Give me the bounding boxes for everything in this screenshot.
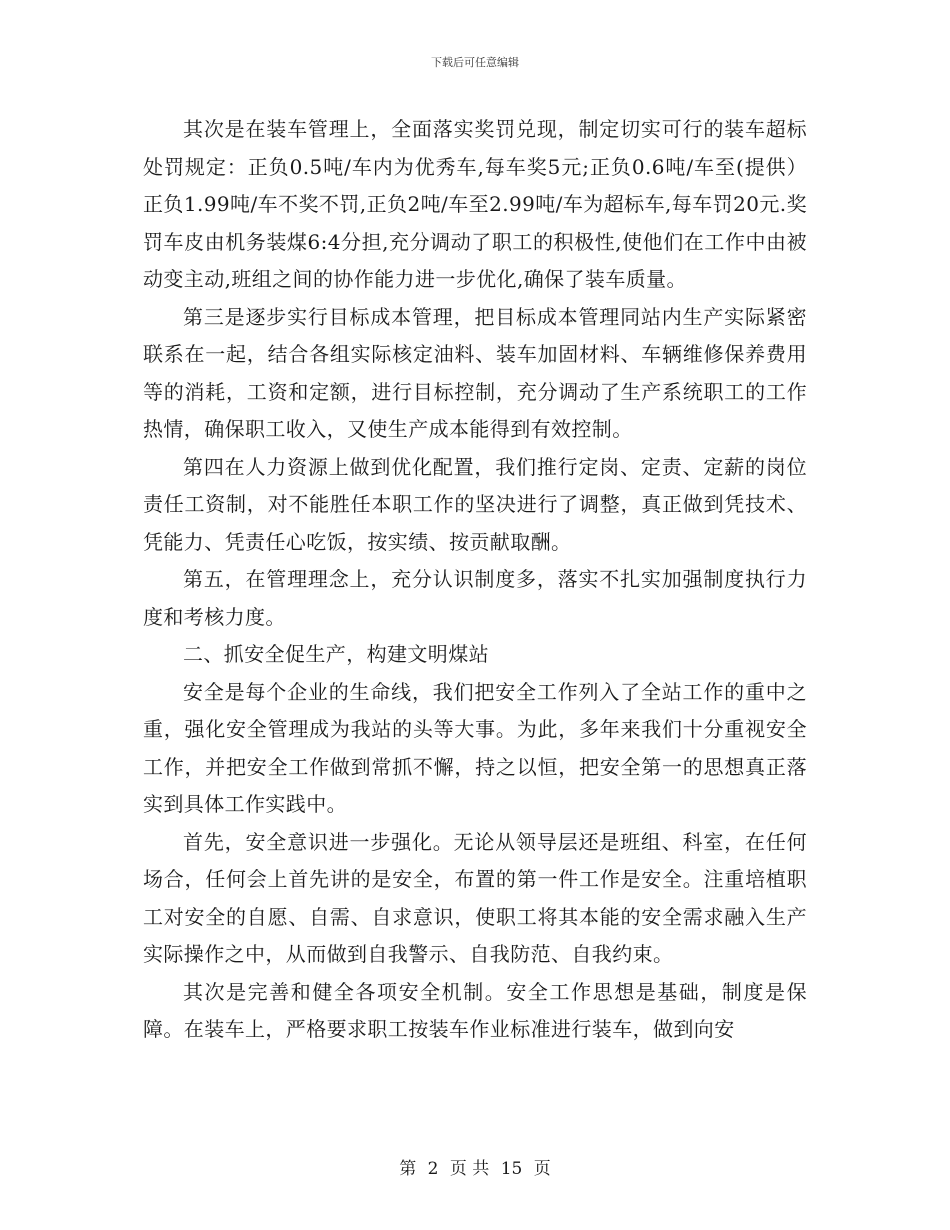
paragraph-safety-mechanism: 其次是完善和健全各项安全机制。安全工作思想是基础，制度是保障。在装车上，严格要求职工按装车作业标准进行装车，做到向安 <box>143 979 807 1041</box>
footer-suffix: 页 <box>533 1159 551 1179</box>
page-number-footer <box>0 1154 950 1179</box>
footer-current-page: 2 <box>427 1159 439 1179</box>
footer-mid: 页 共 <box>449 1159 490 1179</box>
paragraph-safety-lifeline: 安全是每个企业的生命线，我们把安全工作列入了全站工作的重中之重，强化安全管理成为我站的头等大事。为此，多年来我们十分重视安全工作，并把安全工作做到常抓不懈，持之以恒，把安全第一的思想真正落实到具体工作实践中。 <box>143 679 807 816</box>
footer-total-pages: 15 <box>500 1159 523 1179</box>
paragraph-safety-awareness: 首先，安全意识进一步强化。无论从领导层还是班组、科室，在任何场合，任何会上首先讲的是安全，布置的第一件工作是安全。注重培植职工对安全的自愿、自需、自求意识，使职工将其本能的安全需求融入生产实际操作之中，从而做到自我警示、自我防范、自我约束。 <box>143 829 807 966</box>
paragraph-management-concept: 第五，在管理理念上，充分认识制度多，落实不扎实加强制度执行力度和考核力度。 <box>143 567 807 629</box>
footer-prefix: 第 <box>399 1159 417 1179</box>
paragraph-human-resources: 第四在人力资源上做到优化配置，我们推行定岗、定责、定薪的岗位责任工资制，对不能胜任本职工作的坚决进行了调整，真正做到凭技术、凭能力、凭责任心吃饭，按实绩、按贡献取酬。 <box>143 454 807 554</box>
paragraph-loading-management: 其次是在装车管理上，全面落实奖罚兑现，制定切实可行的装车超标处罚规定：正负0.5吨/车内为优秀车,每车奖5元;正负0.6吨/车至(提供）正负1.99吨/车不奖不罚,正负2吨/车至2.99吨/车为超标车,每车罚20元.奖罚车皮由机务装煤6:4分担,充分调动了职工的积极性,使他们在工作中由被动变主动,班组之间的协作能力进一步优化,确保了装车质量。 <box>143 117 807 291</box>
section-heading-safety: 二、抓安全促生产，构建文明煤站 <box>183 642 489 666</box>
document-body <box>143 111 807 1049</box>
paragraph-target-cost: 第三是逐步实行目标成本管理，把目标成本管理同站内生产实际紧密联系在一起，结合各组实际核定油料、装车加固材料、车辆维修保养费用等的消耗，工资和定额，进行目标控制，充分调动了生产系统职工的工作热情，确保职工收入，又使生产成本能得到有效控制。 <box>143 304 807 441</box>
page-header-note: 下载后可任意编辑 <box>431 56 519 69</box>
